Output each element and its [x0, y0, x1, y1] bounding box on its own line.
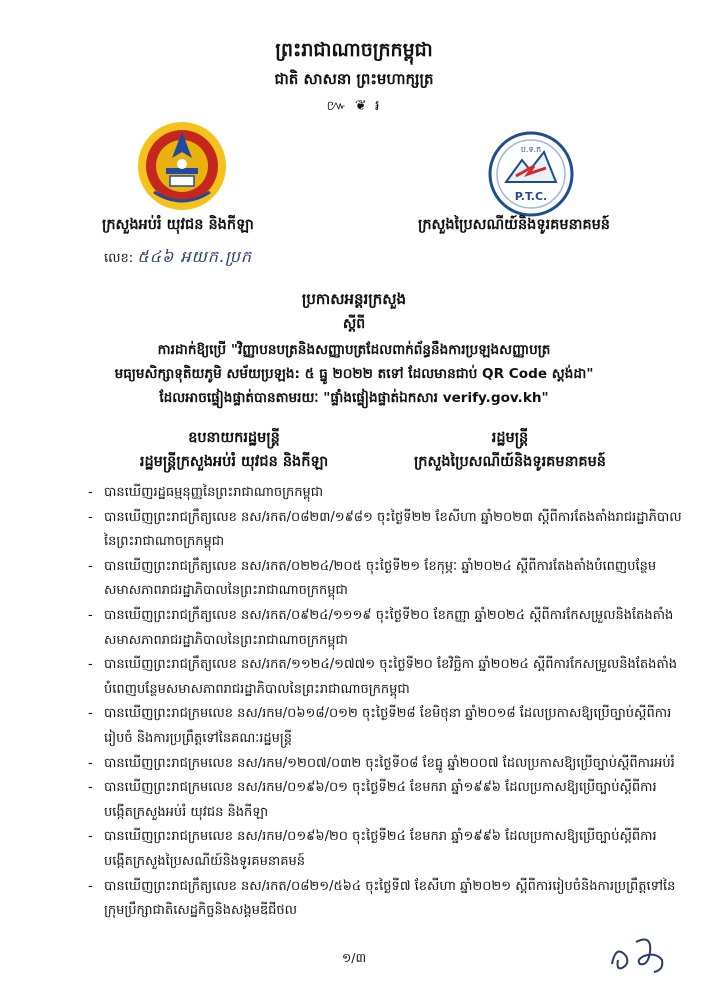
legal-basis-item: - បានឃើញព្រះរាជក្រមលេខ នស/រកម/០៦១៨/០១២ ចុះថ្ងៃទី២៨ ខែមិថុនា ឆ្នាំ២០១៨ ដែលប្រកាសឱ្យប្រើច្បាប់ស្តីពីការរៀបចំ និងការប្រព្រឹត្តទៅនៃគណៈរដ្ឋមន្ត្រី [82, 702, 682, 751]
mptc-emblem-icon [486, 130, 576, 218]
signatory-right-title: រដ្ឋមន្ត្រី [491, 430, 529, 446]
legal-basis-item: - បានឃើញព្រះរាជក្រឹត្យលេខ នស/រកត/០៨២១/៥៦៤ ចុះថ្ងៃទី៧ ខែសីហា ឆ្នាំ២០២១ ស្តីពីការរៀបចំនិងការប្រព្រឹត្តទៅនៃក្រុមប្រឹក្សាជាតិសេដ្ឋកិច្ចនិងសង្គមឌីជីថល [82, 875, 682, 924]
signatory-left-title: ឧបនាយករដ្ឋមន្ត្រី [188, 430, 280, 446]
ministry-right-name: ក្រសួងប្រៃសណីយ៍និងទូរគមនាគមន៍ [418, 217, 611, 233]
document-subject-label: ស្តីពី [342, 316, 366, 332]
national-motto: ជាតិ សាសនា ព្រះមហាក្សត្រ [274, 70, 434, 88]
kingdom-heading: ព្រះរាជាណាចក្រកម្ពុជា [275, 39, 433, 61]
document-title-line-3: ដែលអាចផ្ទៀងផ្ទាត់បានតាមរយៈ "ផ្ទាំងផ្ទៀងផ្ទាត់ឯកសារ verify.gov.kh" [159, 390, 549, 406]
signatory-right [360, 426, 660, 474]
reference-label: លេខ: [104, 251, 134, 266]
legal-basis-item: - បានឃើញព្រះរាជក្រមលេខ នស/រកម/១២០៧/០៣២ ចុះថ្ងៃទី០៨ ខែធ្នូ ឆ្នាំ២០០៧ ដែលប្រកាសឱ្យប្រើច្បាប់ស្តីពីការអប់រំ [82, 752, 682, 777]
moeys-emblem-icon [136, 118, 228, 214]
motto-ornament: ៚ ❦ ៛ [326, 98, 382, 114]
document-type: ប្រកាសអន្តរក្រសួង [301, 290, 407, 308]
ministry-left-name: ក្រសួងអប់រំ យុវជន និងកីឡា [102, 217, 254, 233]
reference-number [104, 246, 252, 270]
page-number: ១/៣ [341, 950, 367, 965]
reference-value: ៥៤៦ អយក.ប្រក [137, 247, 253, 266]
legal-basis-list [82, 481, 682, 924]
mptc-logo-letters: P.T.C. [514, 190, 548, 203]
signatory-right-ministry: ក្រសួងប្រៃសណីយ៍និងទូរគមនាគមន៍ [413, 454, 606, 470]
legal-basis-item: - បានឃើញព្រះរាជក្រឹត្យលេខ នស/រកត/១១២៤/១៧៧១ ចុះថ្ងៃទី២០ ខែវិច្ឆិកា ឆ្នាំ២០២៤ ស្តីពីការកែសម្រួលនិងតែងតាំងបំពេញបន្ថែមសមាសភាពរាជរដ្ឋាភិបាលនៃព្រះរាជាណាចក្រកម្ពុជា [82, 653, 682, 702]
legal-basis-item: - បានឃើញព្រះរាជក្រមលេខ នស/រកម/០១៩៦/២០ ចុះថ្ងៃទី២៤ ខែមករា ឆ្នាំ១៩៩៦ ដែលប្រកាសឱ្យប្រើច្បាប់ស្តីពីការបង្កើតក្រសួងប្រៃសណីយ៍និងទូរគមនាគមន៍ [82, 825, 682, 874]
signatory-left-ministry: រដ្ឋមន្ត្រីក្រសួងអប់រំ យុវជន និងកីឡា [139, 454, 329, 470]
legal-basis-item: - បានឃើញព្រះរាជក្រឹត្យលេខ នស/រកត/០៩២៤/១១១៩ ចុះថ្ងៃទី២០ ខែកញ្ញា ឆ្នាំ២០២៤ ស្តីពីការកែសម្រួលនិងតែងតាំងសមាសភាពរាជរដ្ឋាភិបាលនៃព្រះរាជាណាចក្រកម្ពុជា [82, 604, 682, 653]
legal-basis-item: - បានឃើញព្រះរាជក្រឹត្យលេខ នស/រកត/០២២៤/២០៥ ចុះថ្ងៃទី២១ ខែកុម្ភៈ ឆ្នាំ២០២៤ ស្តីពីការតែងតាំងបំពេញបន្ថែមសមាសភាពរាជរដ្ឋាភិបាលនៃព្រះរាជាណាចក្រកម្ពុជា [82, 555, 682, 604]
mptc-logo-top-text: ប.ទ.ក [520, 145, 542, 154]
legal-basis-item: - បានឃើញរដ្ឋធម្មនុញ្ញនៃព្រះរាជាណាចក្រកម្ពុជា [82, 481, 682, 506]
handwritten-initials [606, 930, 670, 978]
legal-basis-item: - បានឃើញព្រះរាជក្រឹត្យលេខ នស/រកត/០៨២៣/១៩៨១ ចុះថ្ងៃទី២២ ខែសីហា ឆ្នាំ២០២៣ ស្តីពីការតែងតាំងរាជរដ្ឋាភិបាលនៃព្រះរាជាណាចក្រកម្ពុជា [82, 506, 682, 555]
signatory-left [84, 426, 384, 474]
document-title-line-2: មធ្យមសិក្សាទុតិយភូមិ សម័យប្រឡង: ៥ ធ្នូ ២០២២ តទៅ ដែលមានជាប់ QR Code ស្តង់ដា" [114, 366, 594, 382]
legal-basis-item: - បានឃើញព្រះរាជក្រមលេខ នស/រកម/០១៩៦/០១ ចុះថ្ងៃទី២៤ ខែមករា ឆ្នាំ១៩៩៦ ដែលប្រកាសឱ្យប្រើច្បាប់ស្តីពីការបង្កើតក្រសួងអប់រំ យុវជន និងកីឡា [82, 776, 682, 825]
document-title-line-1: ការដាក់ឱ្យប្រើ "វិញ្ញាបនបត្រនិងសញ្ញាបត្រដែលពាក់ព័ន្ធនឹងការប្រឡងសញ្ញាបត្រ [157, 342, 551, 358]
